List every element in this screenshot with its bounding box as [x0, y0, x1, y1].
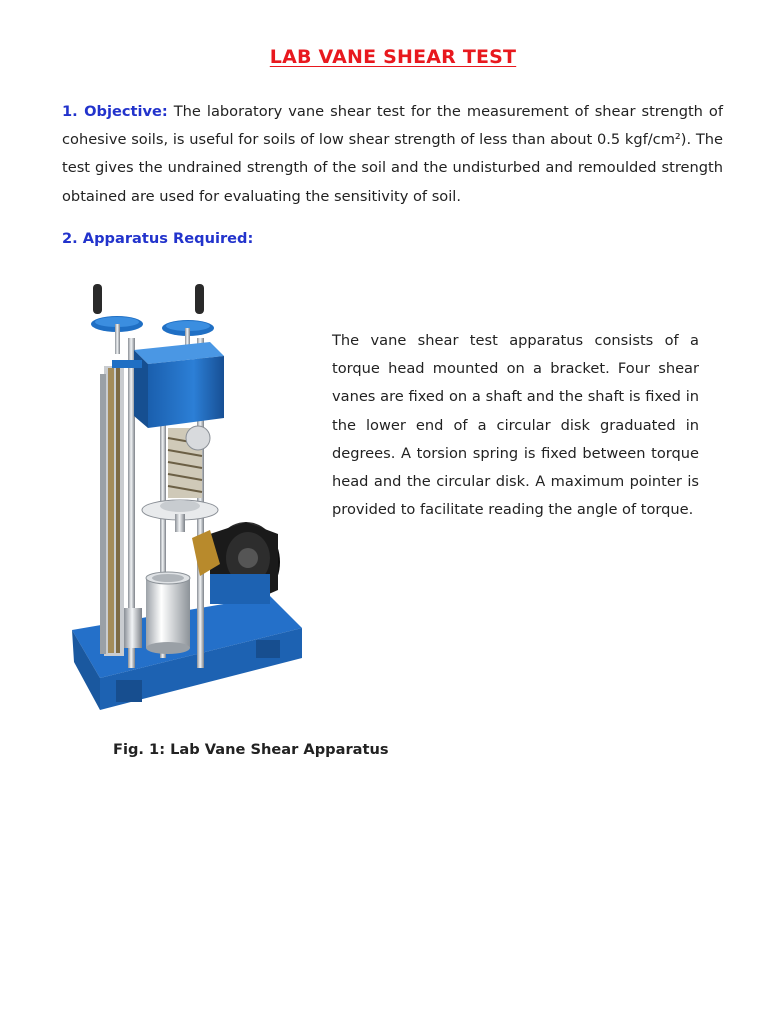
sample-container [146, 572, 190, 654]
handle-right [162, 284, 214, 352]
apparatus-heading: 2. Apparatus Required: [62, 230, 254, 247]
vane-shear-apparatus-illustration [60, 278, 310, 728]
objective-paragraph [62, 98, 723, 211]
figure-caption: Fig. 1: Lab Vane Shear Apparatus [113, 741, 389, 758]
apparatus-description: The vane shear test apparatus consists of a torque head mounted on a bracket. Four shear vanes are fixed on a shaft and the shaft is fixed in the lower end of a circular disk graduated in degrees. A torsion spring is fixed between torque head and the circular disk. A maximum pointer is provided to facilitate reading the angle of torque. [332, 332, 699, 519]
objective-text: The laboratory vane shear test for the measurement of shear strength of cohesive soils, is useful for soils of low shear strength of less than about 0.5 kgf/cm²). The test gives the undrained strength of the soil and the undisturbed and remoulded strength obtained are used for evaluating the sensitivity of soil. [62, 103, 723, 205]
handle-left [91, 284, 143, 354]
page-title: LAB VANE SHEAR TEST [269, 46, 517, 68]
vane-shear-apparatus-image [60, 278, 310, 728]
column [100, 366, 124, 656]
graduated-disk [142, 500, 218, 532]
stand-post [124, 608, 142, 648]
motor [192, 522, 280, 604]
objective-label: 1. Objective: [62, 103, 168, 120]
